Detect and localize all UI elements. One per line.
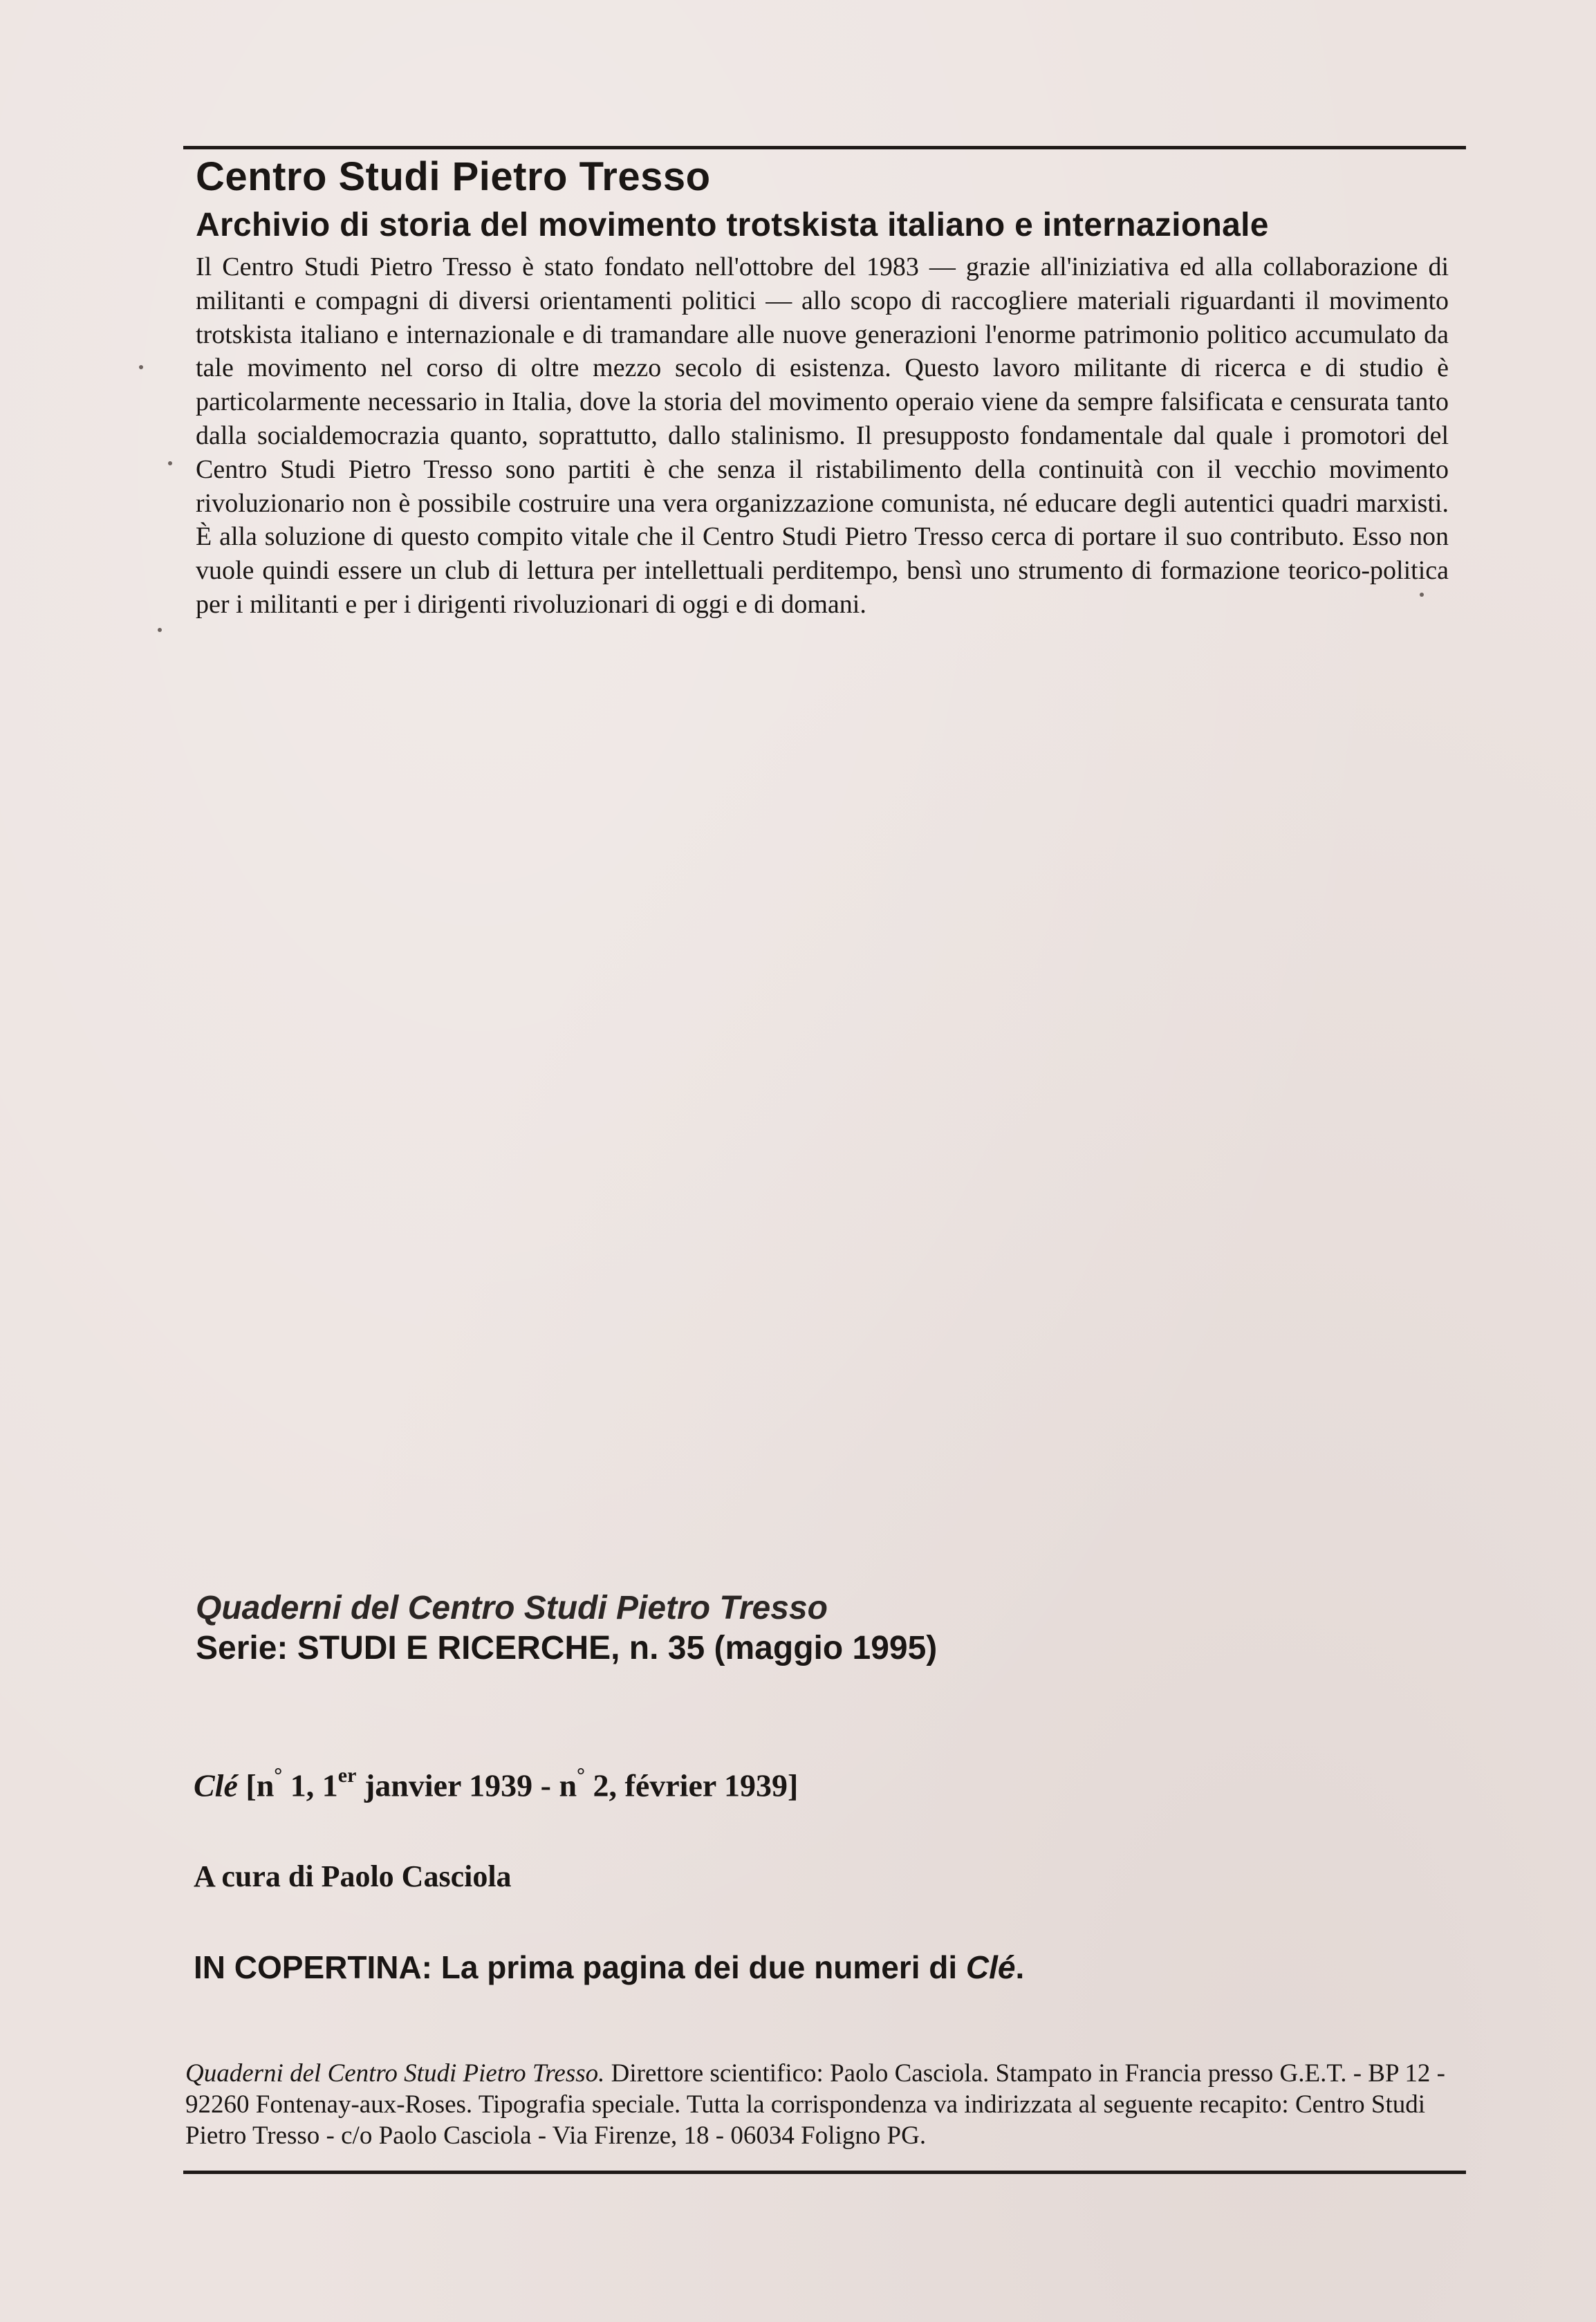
paper-speck: [1420, 593, 1424, 597]
intro-paragraph: Il Centro Studi Pietro Tresso è stato fondato nell'ottobre del 1983 — grazie all'iniziativa ed alla collaborazione di militanti e compagni di diversi orientamenti politici — allo scopo di raccogliere materiali riguardanti il movimento trotskista italiano e internazionale e di tramandare alle nuove generazioni l'enorme patrimonio politico accumulato da tale movimento nel corso di oltre mezzo secolo di esistenza. Questo lavoro militante di ricerca e di studio è particolarmente necessario in Italia, dove la storia del movimento operaio viene da sempre falsificata e censurata tanto dalla socialdemocrazia quanto, soprattutto, dallo stalinismo. Il presupposto fondamentale dal quale i promotori del Centro Studi Pietro Tresso sono partiti è che senza il ristabilimento della continuità con il vecchio movimento rivoluzionario non è possibile costruire una vera organizzazione comunista, né educare degli autentici quadri marxisti. È alla soluzione di questo compito vitale che il Centro Studi Pietro Tresso cerca di portare il suo contributo. Esso non vuole quindi essere un club di lettura per intellettuali perditempo, bensì uno strumento di formazione teorico-politica per i militanti e per i dirigenti rivoluzionari di oggi e di domani.: [196, 252, 1449, 619]
colophon: [185, 2058, 1451, 2151]
cover-note: [194, 1949, 1024, 1986]
colophon-journal: Quaderni del Centro Studi Pietro Tresso.: [185, 2059, 605, 2088]
cover-journal: Clé: [965, 1949, 1016, 1985]
issue-bracket: [n: [237, 1767, 275, 1803]
paper-speck: [168, 461, 172, 465]
issue-degree-1: °: [274, 1764, 283, 1787]
series-title: Quaderni del Centro Studi Pietro Tresso: [196, 1590, 828, 1626]
issue-number-1: 1, 1: [282, 1767, 338, 1803]
bottom-rule: [183, 2171, 1466, 2174]
top-rule: [183, 146, 1466, 149]
issue-journal-name: Clé: [194, 1767, 238, 1803]
issue-line: [194, 1764, 799, 1803]
issue-date-1: janvier 1939 - n: [356, 1767, 577, 1803]
paper-speck: [158, 628, 162, 632]
colophon-text: Direttore scientifico: Paolo Casciola. Stampato in Francia presso G.E.T. - BP 12 - 92260 Fontenay-aux-Roses. Tipografia speciale. Tutta la corrispondenza va indirizzata al seguente recapito: Centro Studi Pietro Tresso - c/o Paolo Casciola - Via Firenze, 18 - 06034 Foligno PG.: [185, 2059, 1445, 2150]
page-subtitle: Archivio di storia del movimento trotskista italiano e internazionale: [196, 207, 1269, 243]
paper-speck: [139, 365, 143, 369]
series-number: Serie: STUDI E RICERCHE, n. 35 (maggio 1995): [196, 1630, 938, 1666]
curator-line: A cura di Paolo Casciola: [194, 1859, 512, 1893]
cover-prefix: IN COPERTINA: La prima pagina dei due numeri di: [194, 1949, 966, 1985]
issue-ordinal: er: [337, 1764, 357, 1787]
issue-rest: 2, février 1939]: [585, 1767, 799, 1803]
issue-degree-2: °: [577, 1764, 586, 1787]
cover-suffix: .: [1015, 1949, 1025, 1985]
page-title: Centro Studi Pietro Tresso: [196, 154, 711, 199]
